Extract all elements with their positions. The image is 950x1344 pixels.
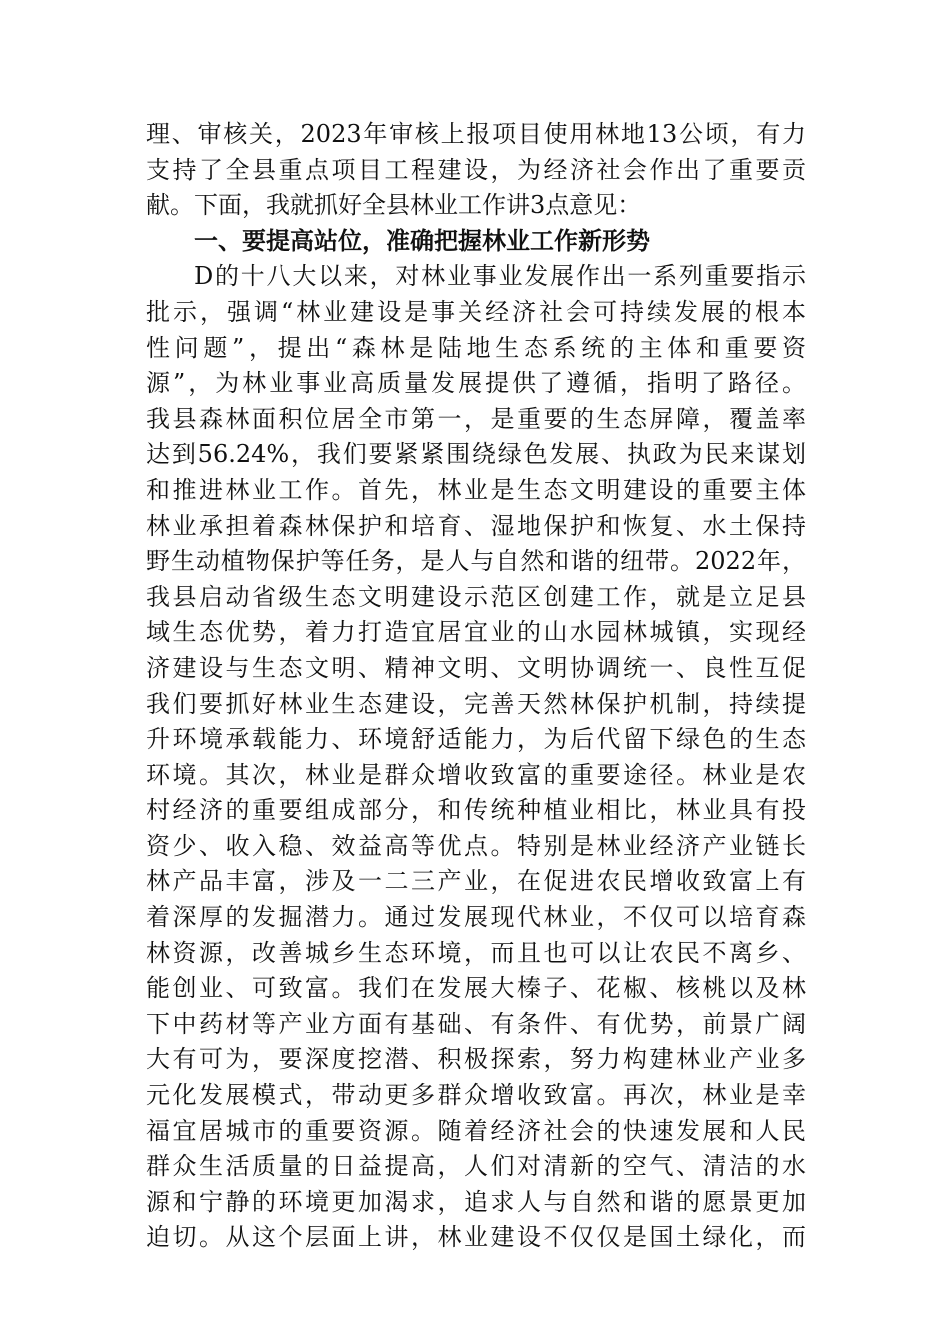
text-line: 批示，强调“林业建设是事关经济社会可持续发展的根本	[146, 297, 806, 326]
text-line: 升环境承载能力、环境舒适能力，为后代留下绿色的生态	[146, 725, 806, 754]
text-line: 我县启动省级生态文明建设示范区创建工作，就是立足县	[146, 582, 806, 611]
text-line: 源”，为林业事业高质量发展提供了遵循，指明了路径。	[146, 369, 806, 398]
text-line: 性问题”，提出“森林是陆地生态系统的主体和重要资	[146, 333, 806, 362]
text-line: 群众生活质量的日益提高，人们对清新的空气、清洁的水	[146, 1152, 806, 1181]
text-line: 源和宁静的环境更加渴求，追求人与自然和谐的愿景更加	[146, 1187, 806, 1216]
text-line: 迫切。从这个层面上讲，林业建设不仅仅是国土绿化，而	[146, 1223, 806, 1252]
text-line: 野生动植物保护等任务，是人与自然和谐的纽带。2022年，	[146, 547, 806, 576]
text-line: D的十八大以来，对林业事业发展作出一系列重要指示	[194, 262, 806, 291]
text-line: 村经济的重要组成部分，和传统种植业相比，林业具有投	[146, 796, 806, 825]
text-line: 资少、收入稳、效益高等优点。特别是林业经济产业链长	[146, 831, 806, 860]
text-line: 能创业、可致富。我们在发展大榛子、花椒、核桃以及林	[146, 974, 806, 1003]
text-line: 着深厚的发掘潜力。通过发展现代林业，不仅可以培育森	[146, 903, 806, 932]
text-line: 下中药材等产业方面有基础、有条件、有优势，前景广阔	[146, 1009, 806, 1038]
text-line: 献。下面，我就抓好全县林业工作讲3点意见：	[146, 191, 642, 220]
text-line: 林产品丰富，涉及一二三产业，在促进农民增收致富上有	[146, 867, 806, 896]
text-line: 大有可为，要深度挖潜、积极探索，努力构建林业产业多	[146, 1045, 806, 1074]
text-line: 我县森林面积位居全市第一，是重要的生态屏障，覆盖率	[146, 404, 806, 433]
text-line: 和推进林业工作。首先，林业是生态文明建设的重要主体	[146, 475, 806, 504]
text-line: 济建设与生态文明、精神文明、文明协调统一、良性互促	[146, 653, 806, 682]
text-line: 支持了全县重点项目工程建设，为经济社会作出了重要贡	[146, 155, 806, 184]
text-line: 林业承担着森林保护和培育、湿地保护和恢复、水土保持	[146, 511, 806, 540]
text-line: 域生态优势，着力打造宜居宜业的山水园林城镇，实现经	[146, 618, 806, 647]
section-heading: 一、要提高站位，准确把握林业工作新形势	[194, 226, 650, 255]
text-line: 林资源，改善城乡生态环境，而且也可以让农民不离乡、	[146, 938, 806, 967]
text-line: 元化发展模式，带动更多群众增收致富。再次，林业是幸	[146, 1081, 806, 1110]
text-line: 福宜居城市的重要资源。随着经济社会的快速发展和人民	[146, 1116, 806, 1145]
document-body	[146, 117, 806, 1256]
text-line: 环境。其次，林业是群众增收致富的重要途径。林业是农	[146, 760, 806, 789]
text-line: 我们要抓好林业生态建设，完善天然林保护机制，持续提	[146, 689, 806, 718]
text-line: 理、审核关，2023年审核上报项目使用林地13公顷，有力	[146, 120, 806, 148]
text-line: 达到56.24%，我们要紧紧围绕绿色发展、执政为民来谋划	[146, 440, 806, 469]
